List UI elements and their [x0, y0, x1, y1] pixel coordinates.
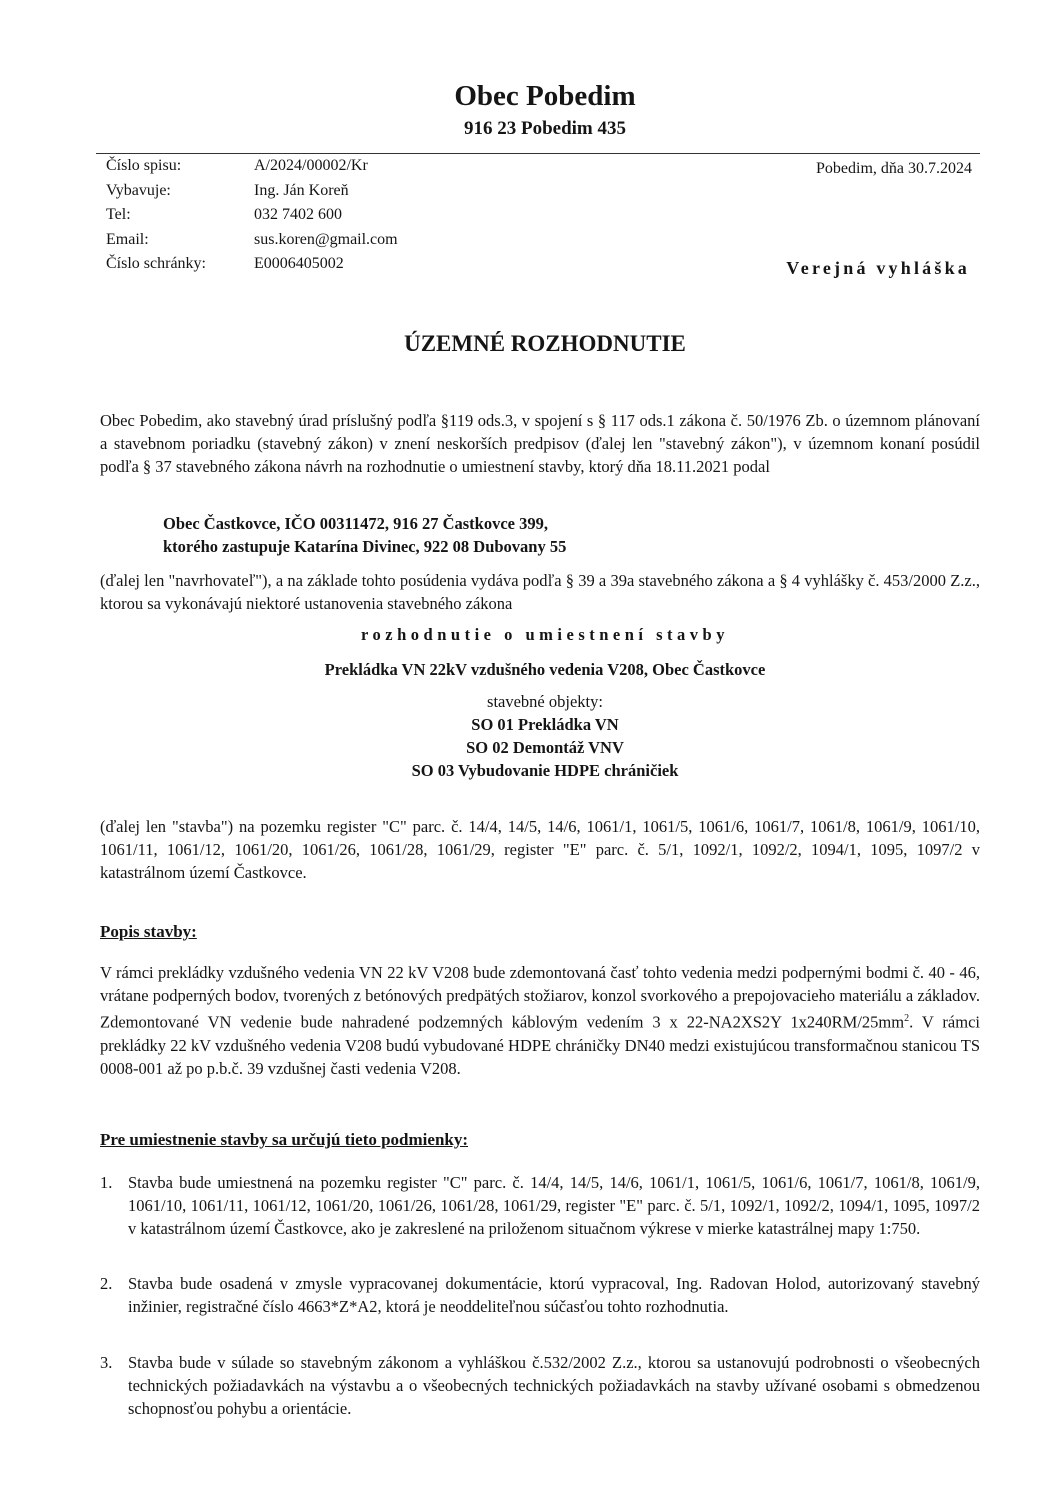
meta-row — [106, 228, 398, 253]
condition-item — [100, 1351, 980, 1420]
description-text: . V rámci prekládky 22 kV vzdušného vedenia V208 budú vybudované HDPE chráničky DN40 medzi existujúcou transformačnou stanicou TS 0008-001 až po p.b.č. 39 vzdušnej časti vedenia V208. — [100, 1012, 980, 1078]
description-text: V rámci prekládky vzdušného vedenia VN 22 kV V208 bude zdemontovaná časť tohto vedenia medzi podpernými bodmi č. 40 - 46, vrátane podperných bodov, tvorených z betónových predpätých stožiarov, konzol svorkového a prepojovacieho materiálu a základov. Zdemontované VN vedenie bude nahradené podzemných káblovým vedením 3 x 22-NA2XS2Y 1x240RM/25mm — [100, 963, 980, 1032]
objects-block — [0, 690, 1060, 782]
decision-title: ÚZEMNÉ ROZHODNUTIE — [404, 331, 686, 356]
meta-label: Email: — [106, 230, 149, 248]
intro-paragraph: Obec Pobedim, ako stavebný úrad príslušný podľa §119 ods.3, v spojení s § 117 ods.1 zákona č. 50/1976 Zb. o územnom plánovaní a stavebnom poriadku (stavebný zákon) v znení neskorších predpisov (ďalej len "stavebný zákon"), v územnom konaní posúdil podľa § 37 stavebného zákona návrh na rozhodnutie o umiestnení stavby, ktorý dňa 18.11.2021 podal — [100, 411, 980, 476]
municipality-address: 916 23 Pobedim 435 — [463, 118, 627, 139]
condition-number: 1. — [100, 1173, 113, 1192]
condition-text: Stavba bude v súlade so stavebným zákonom a vyhláškou č.532/2002 Z.z., ktorou sa ustanovujú podrobnosti o všeobecných technických požiadavkách na výstavbu a o všeobecných technických požiadavkách na stavby užívané osobami s obmedzenou schopnosťou pohybu a orientácie. — [128, 1353, 980, 1418]
meta-row — [106, 252, 398, 277]
municipality-title: Obec Pobedim — [454, 80, 636, 112]
meta-label: Vybavuje: — [106, 181, 171, 199]
meta-value: E0006405002 — [254, 255, 344, 272]
applicant-line: ktorého zastupuje Katarína Divinec, 922 08 Dubovany 55 — [163, 537, 567, 556]
building-object: SO 01 Prekládka VN — [471, 715, 619, 734]
meta-value: Ing. Ján Koreň — [254, 181, 349, 199]
applicant-block — [163, 512, 963, 558]
building-object: SO 03 Vybudovanie HDPE chráničiek — [411, 761, 679, 780]
document-date: Pobedim, dňa 30.7.2024 — [816, 160, 972, 177]
condition-text: Stavba bude osadená v zmysle vypracovanej dokumentácie, ktorú vypracoval, Ing. Radovan Holod, autorizovaný stavebný inžinier, registračné číslo 4663*Z*A2, ktorá je neoddeliteľnou súčasťou tohto rozhodnutia. — [128, 1274, 980, 1316]
condition-item — [100, 1171, 980, 1240]
meta-value: sus.koren@gmail.com — [254, 230, 398, 248]
objects-label: stavebné objekty: — [487, 692, 603, 711]
condition-item — [100, 1272, 980, 1318]
parcels-paragraph: (ďalej len "stavba") na pozemku register "C" parc. č. 14/4, 14/5, 14/6, 1061/1, 1061/5, 1061/6, 1061/7, 1061/8, 1061/9, 1061/10, 1061/11, 1061/12, 1061/20, 1061/26, 1061/28, 1061/29, register "E" parc. č. 5/1, 1092/1, 1092/2, 1094/1, 1095, 1097/2 v katastrálnom území Častkovce. — [100, 817, 980, 882]
project-name: Prekládka VN 22kV vzdušného vedenia V208, Obec Častkovce — [324, 660, 766, 679]
condition-text: Stavba bude umiestnená na pozemku register "C" parc. č. 14/4, 14/5, 14/6, 1061/1, 1061/5, 1061/6, 1061/7, 1061/8, 1061/9, 1061/10, 1061/11, 1061/12, 1061/20, 1061/26, 1061/28, 1061/29, register "E" parc. č. 5/1, 1092/1, 1092/2, 1094/1, 1095, 1097/2 v katastrálnom území Častkovce, ako je zakreslené na priloženom situačnom výkrese v mierke katastrálnej mapy 1:750. — [128, 1173, 980, 1238]
superscript: 2 — [904, 1013, 910, 1024]
post-applicant-paragraph: (ďalej len "navrhovateľ"), a na základe tohto posúdenia vydáva podľa § 39 a 39a stavebného zákona a § 4 vyhlášky č. 453/2000 Z.z., ktorou sa vykonávajú niektoré ustanovenia stavebného zákona — [100, 571, 980, 613]
condition-number: 3. — [100, 1353, 113, 1372]
meta-row — [106, 203, 398, 228]
applicant-line: Obec Častkovce, IČO 00311472, 916 27 Častkovce 399, — [163, 514, 548, 533]
description-paragraph — [100, 961, 980, 1080]
public-notice-label: Verejná vyhláška — [786, 258, 970, 278]
meta-row — [106, 154, 398, 179]
description-heading: Popis stavby: — [100, 922, 197, 941]
meta-value: A/2024/00002/Kr — [254, 157, 368, 174]
decision-label: rozhodnutie o umiestnení stavby — [361, 625, 729, 644]
meta-label: Číslo spisu: — [106, 157, 182, 174]
condition-number: 2. — [100, 1274, 113, 1293]
meta-label: Tel: — [106, 206, 131, 223]
meta-row — [106, 179, 398, 204]
meta-value: 032 7402 600 — [254, 206, 342, 223]
conditions-heading: Pre umiestnenie stavby sa určujú tieto podmienky: — [100, 1130, 469, 1149]
building-object: SO 02 Demontáž VNV — [466, 738, 624, 757]
meta-label: Číslo schránky: — [106, 255, 206, 272]
file-metadata — [106, 154, 398, 277]
